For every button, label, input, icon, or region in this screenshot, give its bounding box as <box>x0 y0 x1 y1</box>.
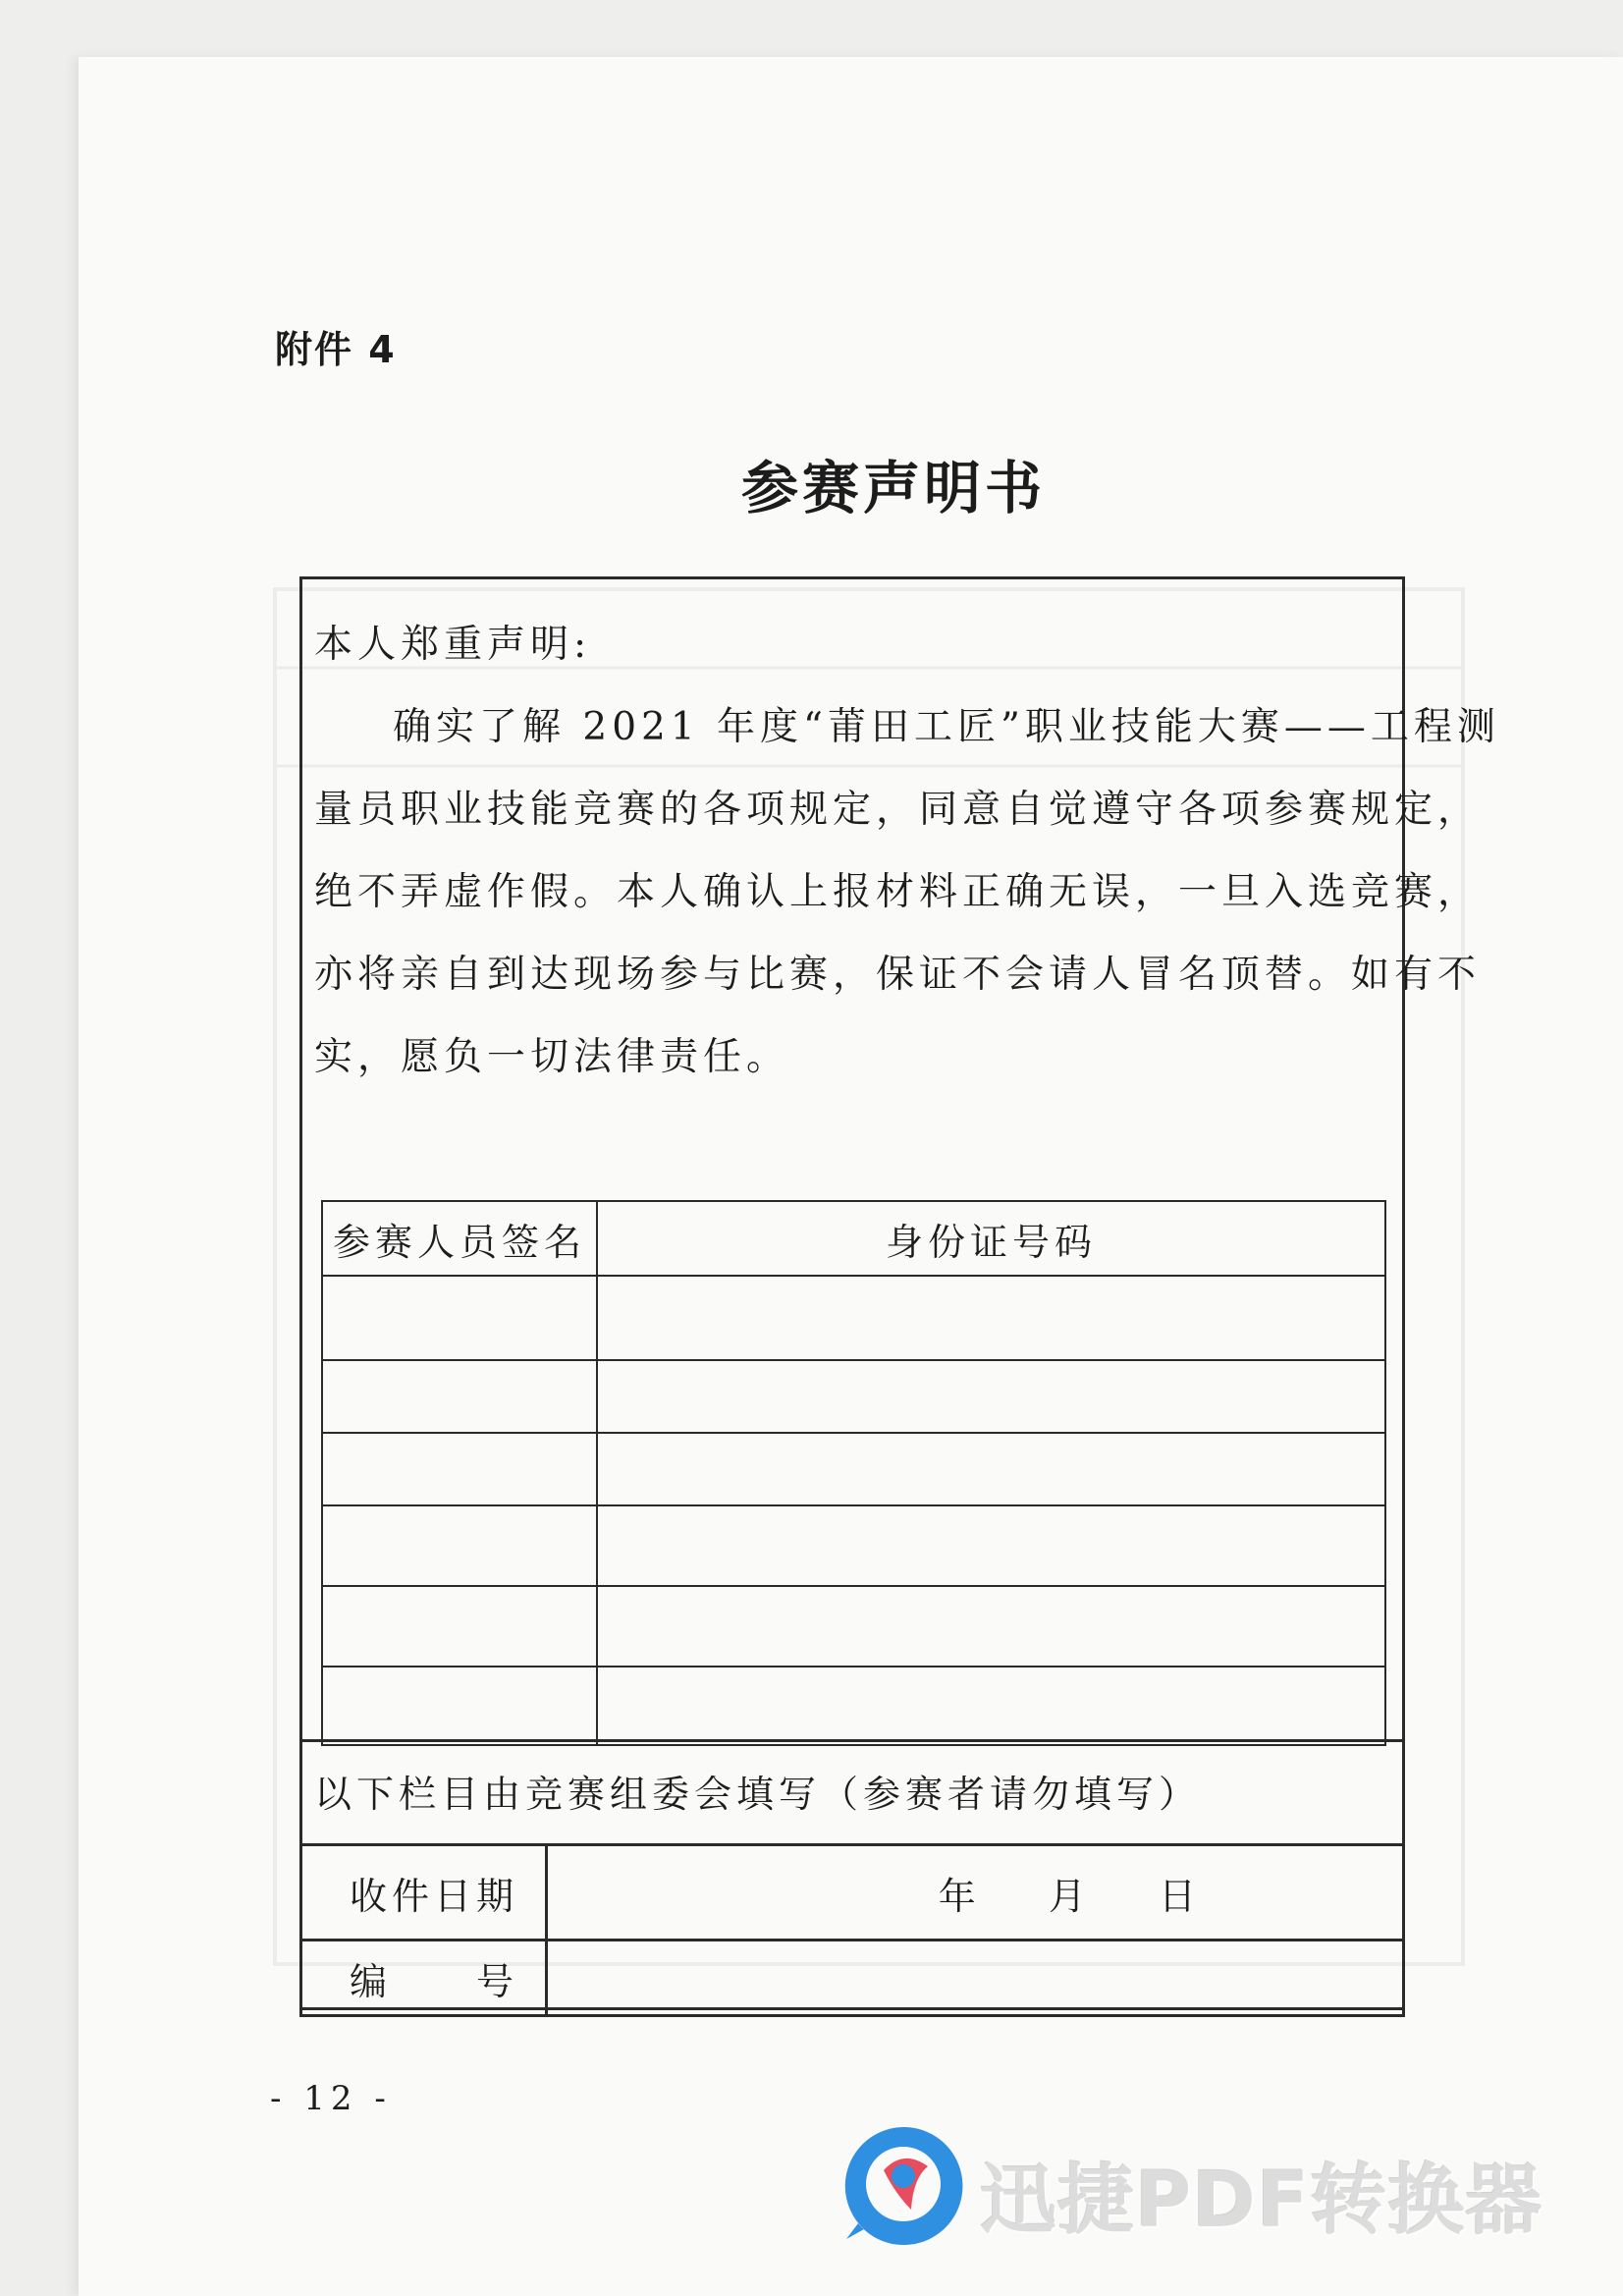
table-row <box>322 1586 1385 1667</box>
signature-table-header <box>322 1201 1385 1276</box>
declaration-line-5: 实，愿负一切法律责任。 <box>314 1035 790 1079</box>
declaration-line-1: 确实了解 2021 年度“莆田工匠”职业技能大赛——工程测 <box>393 705 1500 749</box>
received-date-label: 收件日期 <box>301 1845 547 1941</box>
table-row <box>322 1360 1385 1433</box>
id-number-cell[interactable] <box>597 1276 1385 1360</box>
office-table <box>299 1843 1405 2017</box>
declaration-lead: 本人郑重声明: <box>314 623 592 667</box>
header-signature: 参赛人员签名 <box>322 1201 597 1276</box>
table-row <box>301 1845 1404 1941</box>
date-year: 年 <box>938 1874 976 1918</box>
signature-table <box>321 1200 1386 1746</box>
declaration-line-3: 绝不弄虚作假。本人确认上报材料正确无误，一旦入选竞赛， <box>314 870 1482 914</box>
id-number-cell[interactable] <box>597 1667 1385 1745</box>
table-row <box>322 1433 1385 1505</box>
id-number-cell[interactable] <box>597 1586 1385 1667</box>
received-date-field[interactable] <box>547 1845 1404 1941</box>
watermark <box>835 2119 1581 2247</box>
office-note: 以下栏目由竞赛组委会填写（参赛者请勿填写） <box>314 1773 1202 1816</box>
signature-cell[interactable] <box>322 1505 597 1586</box>
id-number-cell[interactable] <box>597 1433 1385 1505</box>
header-id-number: 身份证号码 <box>597 1201 1385 1276</box>
number-label: 编 号 <box>301 1941 547 2016</box>
page-title: 参赛声明书 <box>740 455 1046 521</box>
table-row <box>322 1276 1385 1360</box>
id-number-cell[interactable] <box>597 1360 1385 1433</box>
attachment-label: 附件 4 <box>275 328 397 371</box>
id-number-cell[interactable] <box>597 1505 1385 1586</box>
declaration-line-4: 亦将亲自到达现场参与比赛，保证不会请人冒名顶替。如有不 <box>314 953 1482 997</box>
page-number: - 12 - <box>270 2079 392 2118</box>
signature-cell[interactable] <box>322 1433 597 1505</box>
date-month: 月 <box>1048 1874 1086 1918</box>
number-field[interactable] <box>547 1941 1404 2016</box>
signature-cell[interactable] <box>322 1667 597 1745</box>
table-row <box>322 1505 1385 1586</box>
table-row <box>301 1941 1404 2016</box>
watermark-text: 迅捷PDF转换器 <box>980 2157 1543 2245</box>
signature-cell[interactable] <box>322 1276 597 1360</box>
signature-cell[interactable] <box>322 1586 597 1667</box>
table-row <box>322 1667 1385 1745</box>
declaration-line-2: 量员职业技能竞赛的各项规定，同意自觉遵守各项参赛规定， <box>314 788 1482 832</box>
date-day: 日 <box>1158 1874 1196 1918</box>
signature-cell[interactable] <box>322 1360 597 1433</box>
watermark-logo-icon <box>835 2119 972 2247</box>
